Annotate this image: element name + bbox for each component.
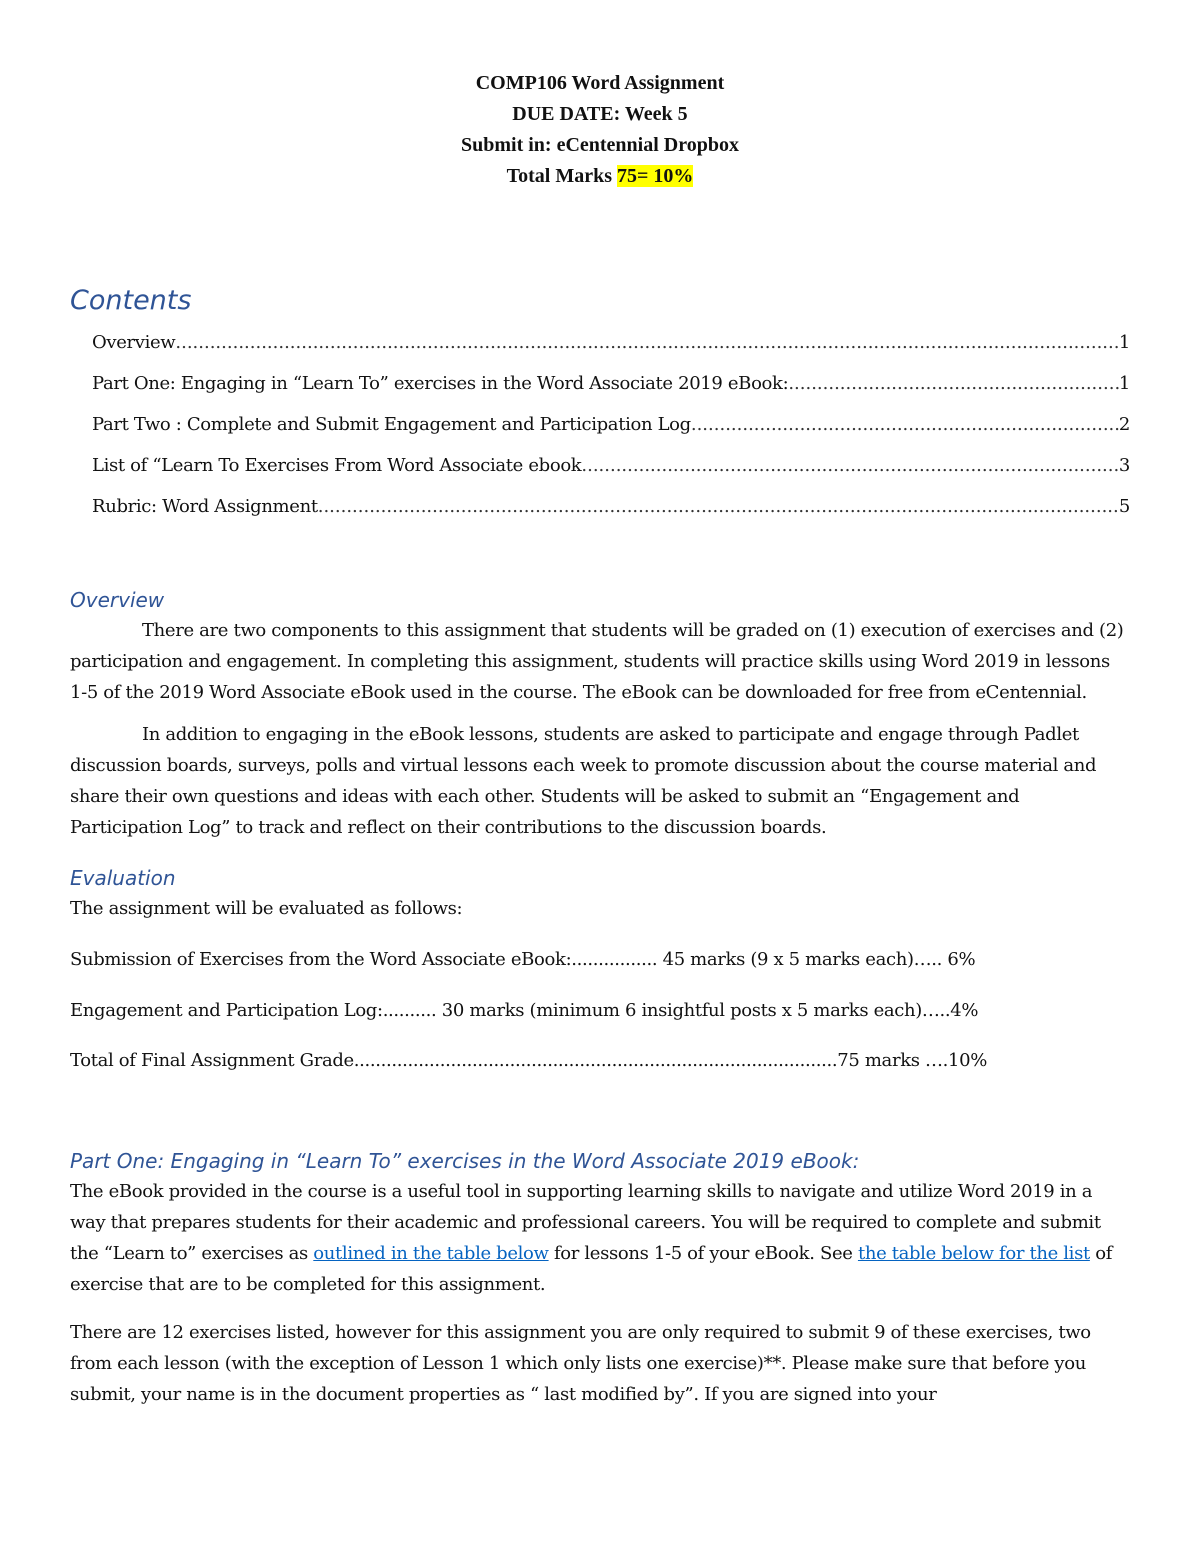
document-page [70, 68, 1130, 1410]
outlined-table-link[interactable]: outlined in the table below [313, 1243, 549, 1264]
total-marks-value: 75= 10% [616, 165, 694, 187]
table-list-link[interactable]: the table below for the list [857, 1243, 1090, 1264]
evaluation-line-total: Total of Final Assignment Grade..........................................................................................75 marks ….10% [70, 1050, 987, 1071]
toc-page-number: 3 [1118, 455, 1130, 476]
toc-entry-part-two[interactable] [92, 404, 1130, 445]
title-block [70, 68, 1130, 192]
toc-entry-label[interactable]: List of “Learn To Exercises From Word Associate ebook [92, 455, 582, 476]
total-marks [70, 161, 1130, 192]
evaluation-heading: Evaluation [70, 866, 176, 890]
part-one-paragraph-2: There are 12 exercises listed, however for this assignment you are only required to submit 9 of these exercises, two from each lesson (with the exception of Lesson 1 which only lists one exercise)**. Please make sure that before you submit, your name is in the document properties as “ last modified by”. If you are signed into your [70, 1322, 1091, 1405]
toc-entry-label[interactable]: Overview [92, 332, 176, 353]
due-date: DUE DATE: Week 5 [512, 103, 688, 125]
evaluation-line-exercises: Submission of Exercises from the Word Associate eBook:................ 45 marks (9 x 5 marks each)….. 6% [70, 949, 976, 970]
part-one-paragraph-1 [70, 1176, 1130, 1300]
overview-paragraph-1: There are two components to this assignment that students will be graded on (1) execution of exercises and (2) participation and engagement. In completing this assignment, students will practice skills using Word 2019 in lessons 1-5 of the 2019 Word Associate eBook used in the course. The eBook can be downloaded for free from eCentennial. [70, 620, 1124, 703]
part-one-text-before: The eBook provided in the course is a useful tool in supporting learning skills to navigate and utilize Word 2019 in a way that prepares students for their academic and professional careers. You will be required to complete and submit the “Learn to” exercises as [70, 1181, 1101, 1264]
toc-entry-overview[interactable] [92, 322, 1130, 363]
toc-page-number: 5 [1118, 496, 1130, 517]
toc-page-number: 1 [1118, 373, 1130, 394]
overview-paragraph-2: In addition to engaging in the eBook lessons, students are asked to participate and engage through Padlet discussion boards, surveys, polls and virtual lessons each week to promote discussion about the course material and share their own questions and ideas with each other. Students will be asked to submit an “Engagement and Participation Log” to track and reflect on their contributions to the discussion boards. [70, 724, 1097, 838]
toc-entry-label[interactable]: Part One: Engaging in “Learn To” exercises in the Word Associate 2019 eBook: [92, 373, 789, 394]
table-of-contents [70, 322, 1130, 527]
toc-entry-list-of-exercises[interactable] [92, 445, 1130, 486]
toc-leader-dots [581, 445, 1119, 486]
toc-leader-dots [691, 404, 1119, 445]
toc-title: Contents [70, 285, 192, 316]
evaluation-intro: The assignment will be evaluated as follows: [70, 898, 463, 919]
submit-in: Submit in: eCentennial Dropbox [460, 134, 739, 156]
part-one-text-middle: for lessons 1-5 of your eBook. See [548, 1243, 858, 1264]
toc-entry-label[interactable]: Part Two : Complete and Submit Engagement and Participation Log [92, 414, 691, 435]
part-one-text-after: of exercise that are to be completed for this assignment. [70, 1243, 1113, 1295]
course-title: COMP106 Word Assignment [475, 72, 725, 94]
evaluation-line-engagement: Engagement and Participation Log:.......... 30 marks (minimum 6 insightful posts x 5 marks each)…..4% [70, 1000, 979, 1021]
toc-leader-dots [788, 363, 1119, 404]
toc-leader-dots [318, 486, 1119, 527]
overview-heading: Overview [70, 588, 165, 612]
toc-entry-label[interactable]: Rubric: Word Assignment [92, 496, 318, 517]
toc-leader-dots [175, 322, 1119, 363]
part-one-heading: Part One: Engaging in “Learn To” exercises in the Word Associate 2019 eBook: [70, 1149, 860, 1173]
total-marks-label: Total Marks [506, 165, 617, 187]
toc-entry-rubric[interactable] [92, 486, 1130, 527]
toc-page-number: 1 [1118, 332, 1130, 353]
toc-entry-part-one[interactable] [92, 363, 1130, 404]
toc-page-number: 2 [1118, 414, 1130, 435]
